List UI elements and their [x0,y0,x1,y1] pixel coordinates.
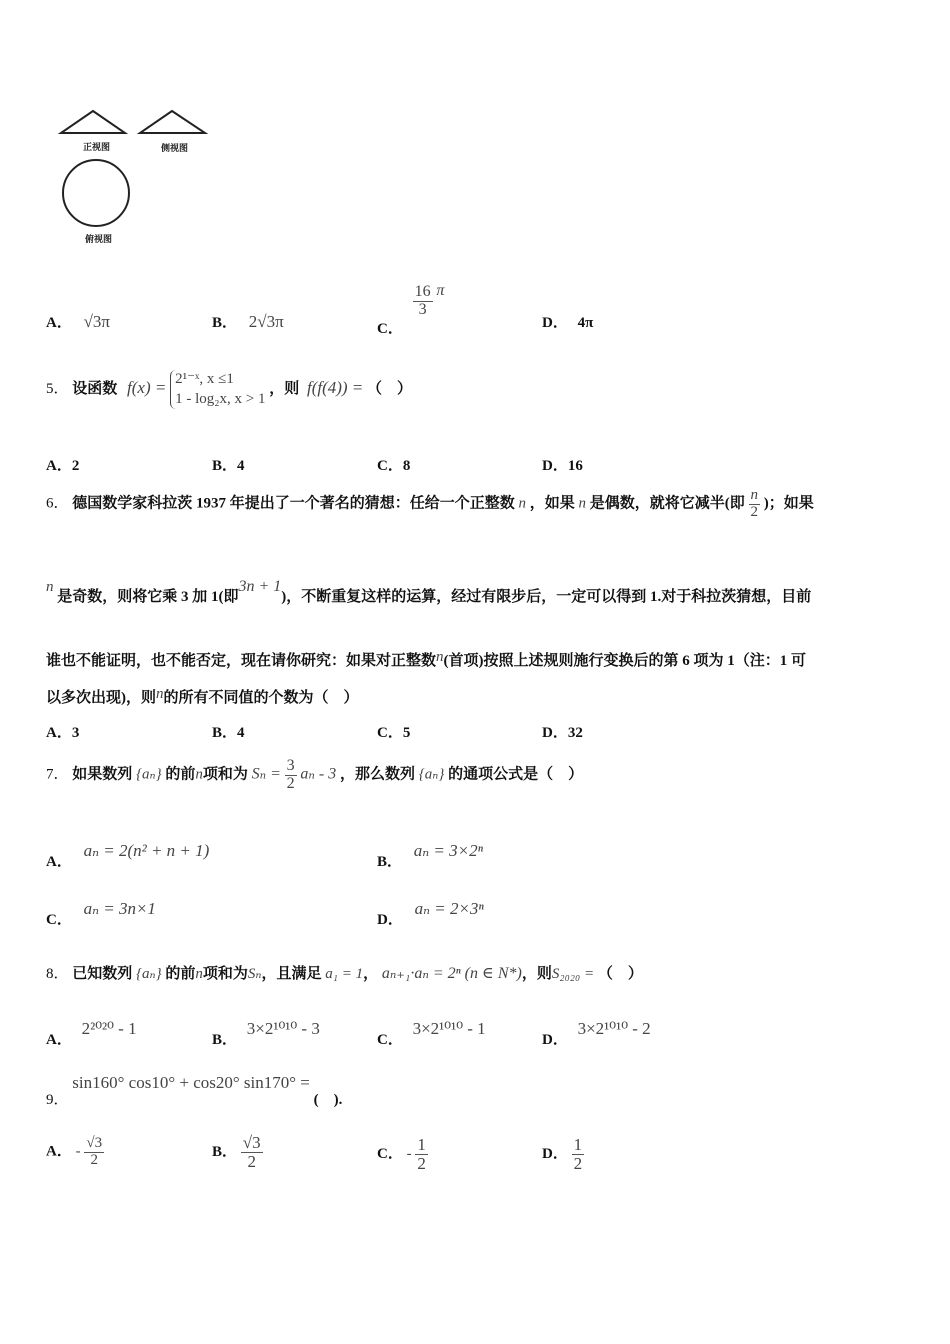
option-letter: B． [212,1143,238,1160]
q9-option-a [46,1136,104,1169]
question-number: 9． [46,1092,69,1108]
option-letter: A． [46,1032,72,1048]
option-value: 3 [71,725,80,741]
option-fraction [572,1136,585,1173]
option-letter: D． [542,1032,568,1048]
sequence-symbol: {aₙ} [418,766,445,783]
question-6-line-3 [46,649,806,670]
option-value: 3×2¹⁰¹⁰ - 2 [577,1019,651,1038]
option-value: 5 [402,725,411,741]
option-value: 4 [237,458,245,474]
option-letter: A． [46,725,72,741]
option-value: 2 [71,458,80,474]
stem-text: 项和为 [202,966,248,982]
question-number: 5． [46,380,69,397]
option-letter: D． [542,1145,568,1162]
q8-option-b [212,1018,320,1048]
front-view-triangle [61,111,125,133]
three-view-figure [55,105,215,250]
stem-text: 的前 [165,966,196,982]
option-value: 32 [567,725,583,741]
variable-n: n [518,495,527,512]
option-letter: C． [377,725,403,741]
option-letter: B． [212,458,238,474]
option-value: aₙ = 2×3ⁿ [414,899,484,918]
q5-option-b [212,454,245,475]
fraction-numerator: √3 [86,1135,103,1151]
q5-option-d [542,454,583,475]
q4-option-d [542,311,593,332]
case-2: 1 - log₂x, x > 1 [175,390,266,407]
variable-n: n [46,579,54,595]
variable-n: n [195,766,203,783]
question-6-line-1 [46,488,814,521]
variable-n: n [195,966,203,982]
top-view-circle [63,160,129,226]
option-fraction [413,284,433,319]
q6-option-a [46,721,79,742]
option-letter: C． [377,320,403,337]
q9-option-d [542,1136,584,1173]
answer-blank: （ ） [597,966,643,982]
q7-option-c [46,898,156,928]
trig-expression: sin160° cos10° + cos20° sin170° = [72,1073,310,1092]
option-letter: A． [46,1143,72,1160]
q6-option-b [212,721,245,742]
option-fraction [241,1134,263,1171]
fraction-numerator: 3 [286,757,295,774]
option-value: 4π [577,315,594,331]
stem-text: ，则 [521,966,552,982]
stem-text: ， [363,966,379,982]
option-value: 4 [237,725,245,741]
option-fraction [415,1136,428,1173]
sequence-symbol: {aₙ} [136,766,162,783]
option-letter: B． [212,725,238,741]
q8-option-d [542,1018,651,1048]
q4-option-c [377,281,445,337]
function-name: f(x) = [127,377,167,397]
option-letter: D． [542,315,568,331]
question-number: 6． [46,495,69,512]
fraction-numerator: n [750,487,759,503]
q5-option-a [46,454,79,475]
variable-n: n [578,495,587,512]
question-7-stem [46,758,583,793]
q8-option-c [377,1018,486,1048]
q8-option-a [46,1018,137,1048]
stem-text: 谁也不能证明，也不能否定，现在请你研究：如果对正整数 [46,653,437,669]
fraction-denominator: 2 [286,774,295,792]
option-letter: B． [212,315,238,331]
fraction-numerator: 1 [573,1135,583,1154]
fraction-denominator: 2 [750,503,759,520]
stem-text: 如果数列 [72,766,133,783]
fraction-denominator: 2 [573,1153,583,1173]
option-value: 3×2¹⁰¹⁰ - 1 [412,1019,486,1038]
option-value: 8 [402,458,411,474]
option-letter: C． [46,912,72,928]
option-letter: A． [46,315,72,331]
fraction-denominator: 3 [413,301,433,319]
q4-option-a [46,311,110,332]
option-letter: C． [377,1145,403,1162]
stem-text: 的所有不同值的个数为（ ） [163,690,359,706]
option-letter: C． [377,1032,403,1048]
option-letter: D． [542,725,568,741]
answer-blank: ( ). [313,1092,343,1108]
question-5-stem [46,370,412,409]
variable-n: n [156,686,164,702]
piecewise-cases [170,370,265,409]
question-8-stem [46,962,643,983]
recurrence-relation: aₙ₊₁·aₙ = 2ⁿ (n ∈ N*) [381,965,522,982]
stem-text: ，如果 [529,495,575,512]
case-1: 2¹⁻ˣ, x ≤1 [175,371,234,387]
q7-option-d [377,898,484,928]
option-value: aₙ = 2(n² + n + 1) [83,841,210,860]
q5-option-c [377,454,410,475]
fraction-numerator: 16 [414,283,431,300]
stem-text: ，则 [269,380,300,397]
q9-option-c [377,1136,428,1173]
fraction-denominator: 2 [417,1153,426,1173]
fraction-numerator: 1 [417,1135,426,1154]
option-letter: B． [212,1032,238,1048]
option-value: 16 [567,458,583,474]
stem-text: 是偶数，就将它减半(即 [589,495,745,512]
stem-text: (首项)按照上述规则施行变换后的第 6 项为 1（注：1 可 [443,653,807,669]
option-fraction [84,1136,104,1169]
stem-text: 的前 [165,766,196,783]
option-letter: B． [377,854,403,870]
first-term-condition: a₁ = 1 [325,966,364,982]
composed-expression: f(f(4)) = [306,377,364,397]
question-9-stem [46,1072,343,1108]
stem-text: 设函数 [72,380,118,397]
side-view-label: 侧视图 [161,144,189,154]
front-view-label: 正视图 [83,143,111,153]
option-letter: A． [46,458,72,474]
q6-option-c [377,721,410,742]
sequence-symbol: {aₙ} [136,966,162,982]
variable-n: n [436,649,444,665]
target-sum: S₂₀₂₀ = [551,966,595,982]
option-value: aₙ = 3×2ⁿ [413,841,483,860]
question-number: 7． [46,766,69,783]
q7-option-a [46,840,210,870]
stem-text: 已知数列 [72,966,133,982]
sum-symbol: Sₙ [247,966,262,982]
option-sign: - [406,1145,412,1162]
fraction-numerator: √3 [242,1133,261,1152]
stem-text: 是奇数，则将它乘 3 加 1(即 [57,589,239,605]
q6-option-d [542,721,583,742]
sum-expression: Sₙ = [251,765,281,783]
top-view-label: 俯视图 [85,235,113,245]
option-letter: D． [542,458,568,474]
option-sign: - [75,1143,81,1160]
stem-text: 德国数学家科拉茨 1937 年提出了一个著名的猜想：任给一个正整数 [72,495,515,512]
stem-text: )，不断重复这样的运算，经过有限步后，一定可以得到 1.对于科拉茨猜想，目前 [281,589,812,605]
stem-text: )；如果 [763,495,814,512]
option-suffix: π [436,281,445,299]
option-value: 2√3π [248,312,284,331]
option-letter: D． [377,912,403,928]
q7-option-b [377,840,483,870]
question-6-line-4 [46,686,359,707]
side-view-triangle [140,111,205,133]
option-value: √3π [83,312,111,331]
question-number: 8． [46,966,69,982]
stem-text: 的通项公式是（ ） [448,766,584,783]
q4-option-b [212,311,284,332]
option-value: aₙ = 3n×1 [83,899,156,918]
stem-text: 以多次出现)，则 [46,690,156,706]
half-fraction [749,488,761,521]
option-letter: A． [46,854,72,870]
q9-option-b [212,1134,263,1171]
coefficient-fraction [285,758,297,793]
stem-text: 项和为 [202,766,248,783]
fraction-denominator: 2 [84,1152,104,1169]
option-value: 2²⁰²⁰ - 1 [81,1019,137,1038]
sum-expression-tail: aₙ - 3 [300,765,337,783]
question-6-line-2 [46,578,812,606]
odd-rule-expression: 3n + 1 [238,578,282,595]
option-letter: C． [377,458,403,474]
fraction-denominator: 2 [241,1152,263,1171]
stem-text: ，那么数列 [339,766,415,783]
stem-text: ，且满足 [261,966,322,982]
option-value: 3×2¹⁰¹⁰ - 3 [246,1019,320,1038]
answer-blank: （ ） [367,380,413,397]
